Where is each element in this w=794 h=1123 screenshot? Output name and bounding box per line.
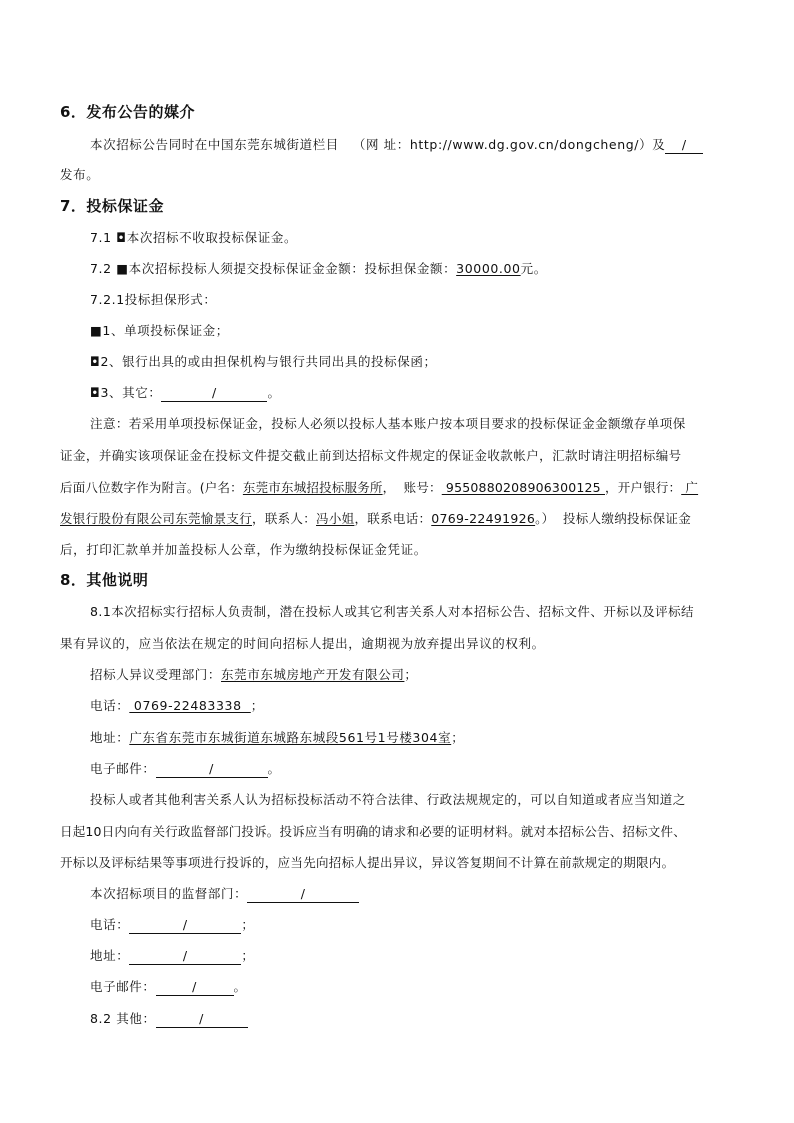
supervision-dept-label: 本次招标项目的监督部门： [90,886,248,901]
section-7-heading: 7．投标保证金 [60,197,164,215]
supervision-tel-label: 电话： [90,917,130,932]
media-url-text: （网 址：http://www.dg.gov.cn/dongcheng/）及 [352,137,666,152]
item-8-2-blank: / [156,1011,248,1028]
objection-address-value: 广东省东莞市东城街道东城路东城段561号1号楼304室 [129,730,452,745]
objection-email-end: 。 [267,761,281,776]
contact-phone: 0769-22491926 [431,511,536,526]
objection-dept-value: 东莞市东城房地产开发有限公司 [221,667,405,682]
bond-option-1: ■1、单项投标保证金； [90,323,229,338]
option-3-label: ◘3、其它： [90,385,162,400]
item-7-2-unit: 元。 [520,261,547,276]
objection-email-blank: / [156,761,268,778]
complaint-line-3: 开标以及评标结果等事项进行投诉的，应当先向招标人提出异议，异议答复期间不计算在前款规定的期限内。 [60,855,675,870]
supervision-address [90,947,254,965]
supervision-dept [90,885,359,903]
note-3-bank-label: ，开户银行： [605,480,682,495]
bond-option-2: ◘2、银行出具的或由担保机构与银行共同出具的投标保函； [90,354,437,369]
item-7-2-1: 7.2.1投标担保形式： [90,292,217,307]
objection-address-end: ； [451,730,465,745]
supervision-address-label: 地址： [90,948,130,963]
objection-email-label: 电子邮件： [90,761,156,776]
para-8-1-line-1: 8.1本次招标实行招标人负责制，潜在投标人或其它利害关系人对本招标公告、招标文件、开标以及评标结 [90,604,694,619]
section-6-paragraph [90,136,703,154]
bank-name-part1: 广 [681,480,699,495]
objection-tel-value: 0769-22483338 [129,698,251,713]
bank-name-part2: 发银行股份有限公司东莞愉景支行 [60,511,253,526]
contact-phone-label: ，联系电话： [354,511,432,526]
account-number: 9550880208906300125 [441,480,606,495]
supervision-email-label: 电子邮件： [90,979,156,994]
objection-tel-end: ； [250,698,264,713]
bond-option-3 [90,384,281,402]
note-3-account-label: ， 账号： [382,480,442,495]
item-8-2-label: 8.2 其他： [90,1011,156,1026]
objection-dept-end: ； [404,667,418,682]
section-6-paragraph-end: 发布。 [60,167,100,182]
supervision-email [90,978,247,996]
contact-label: ，联系人： [252,511,317,526]
section-6-heading: 6．发布公告的媒介 [60,103,195,121]
note-line-3 [60,479,698,497]
item-7-1: 7.1 ◘本次招标不收取投标保证金。 [90,230,298,245]
item-7-2-text: 7.2 ■本次招标投标人须提交投标保证金金额：投标担保金额： [90,261,457,276]
note-line-5: 后，打印汇款单并加盖投标人公章，作为缴纳投标保证金凭证。 [60,542,427,557]
complaint-line-1: 投标人或者其他利害关系人认为招标投标活动不符合法律、行政法规规定的，可以自知道或者应当知道之 [90,792,686,807]
supervision-email-blank: / [156,979,234,996]
contact-name: 冯小姐 [316,511,355,526]
section-8-heading: 8．其他说明 [60,571,149,589]
complaint-line-2: 日起10日内向有关行政监督部门投诉。投诉应当有明确的请求和必要的证明材料。就对本招标公告、招标文件、 [60,824,686,839]
supervision-dept-blank: / [247,886,359,903]
supervision-address-end: ； [241,948,255,963]
objection-address-label: 地址： [90,730,130,745]
objection-dept-label: 招标人异议受理部门： [90,667,222,682]
item-7-2 [90,260,547,278]
objection-tel [90,697,264,715]
note-3-text: 后面八位数字作为附言。(户名： [60,480,243,495]
item-8-2 [90,1010,248,1028]
option-3-blank: / [161,385,267,402]
objection-tel-label: 电话： [90,698,130,713]
account-name: 东莞市东城招投标服务所 [242,480,383,495]
supervision-tel [90,916,254,934]
option-3-end: 。 [267,385,281,400]
supervision-tel-blank: / [129,917,241,934]
para-8-1-line-2: 果有异议的，应当依法在规定的时间向招标人提出，逾期视为放弃提出异议的权利。 [60,636,545,651]
objection-email [90,760,281,778]
note-line-1: 注意：若采用单项投标保证金，投标人必须以投标人基本账户按本项目要求的投标保证金金额缴存单项保 [90,416,686,431]
media-text: 本次招标公告同时在中国东莞东城街道栏目 [90,137,339,152]
note-line-4 [60,510,691,528]
media-blank: / [665,137,703,154]
supervision-tel-end: ； [241,917,255,932]
note-4-text: 。） 投标人缴纳投标保证金 [535,511,692,526]
bond-amount: 30000.00 [456,261,521,276]
supervision-email-end: 。 [233,979,247,994]
objection-dept [90,666,418,684]
objection-address [90,729,464,747]
supervision-address-blank: / [129,948,241,965]
note-line-2: 证金，并确实该项保证金在投标文件提交截止前到达招标文件规定的保证金收款帐户，汇款时请注明招标编号 [60,448,682,463]
